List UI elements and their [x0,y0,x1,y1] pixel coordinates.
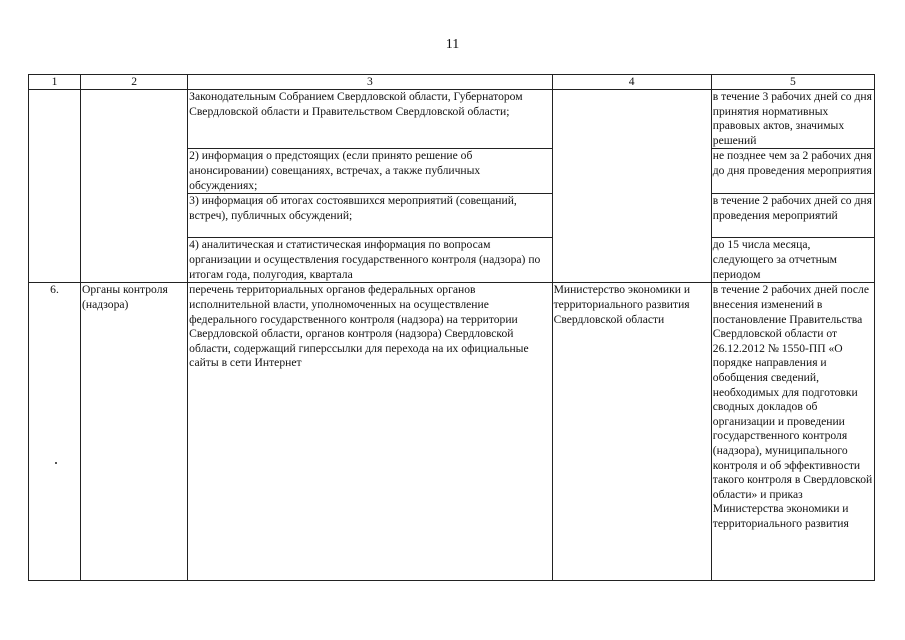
deadline-cell: не позднее чем за 2 рабочих дня до дня проведения мероприятия [711,149,874,194]
table-row [29,90,875,149]
column-header-4: 4 [552,75,711,90]
deadline-cell: до 15 числа месяца, следующего за отчетным периодом [711,238,874,283]
column-header-1: 1 [29,75,81,90]
responsible-cell: Министерство экономики и территориального развития Свердловской области [552,283,711,581]
deadline-cell: в течение 2 рабочих дней после внесения изменений в постановление Правительства Свердловской области от 26.12.2012 № 1550-ПП «О порядке направления и обобщения сведений, необходимых для подготовки сводных докладов об организации и проведении государственного контроля (надзора), муниципального контроля и об эффективности такого контроля в Свердловской области» и приказ Министерства экономики и территориального развития [711,283,874,581]
deadline-cell: в течение 2 рабочих дней со дня проведения мероприятий [711,194,874,238]
content-cell: Законодательным Собранием Свердловской области, Губернатором Свердловской области и Правительством Свердловской области; [188,90,552,149]
number-cell-empty [29,90,81,283]
column-header-5: 5 [711,75,874,90]
content-cell: 3) информация об итогах состоявшихся мероприятий (совещаний, встреч), публичных обсуждений; [188,194,552,238]
scan-speck [55,462,57,464]
table-header-row [29,75,875,90]
row-name: Органы контроля (надзора) [81,283,188,581]
content-cell: 4) аналитическая и статистическая информация по вопросам организации и осуществления государственного контроля (надзора) по итогам года, полугодия, квартала [188,238,552,283]
column-header-3: 3 [188,75,552,90]
content-cell: перечень территориальных органов федеральных органов исполнительной власти, уполномоченных на осуществление федерального государственного контроля (надзора) на территории Свердловской области, органов контроля (надзора) Свердловской области, содержащий гиперссылки для перехода на их официальные сайты в сети Интернет [188,283,552,581]
content-cell: 2) информация о предстоящих (если принято решение об анонсировании) совещаниях, встречах, а также публичных обсуждениях; [188,149,552,194]
deadline-cell: в течение 3 рабочих дней со дня принятия нормативных правовых актов, значимых решений [711,90,874,149]
column-header-2: 2 [81,75,188,90]
page-number: 11 [445,37,460,52]
row-number: 6. [29,283,81,581]
table-row [29,283,875,581]
name-cell-empty [81,90,188,283]
responsible-cell-empty [552,90,711,283]
information-table [28,74,875,581]
